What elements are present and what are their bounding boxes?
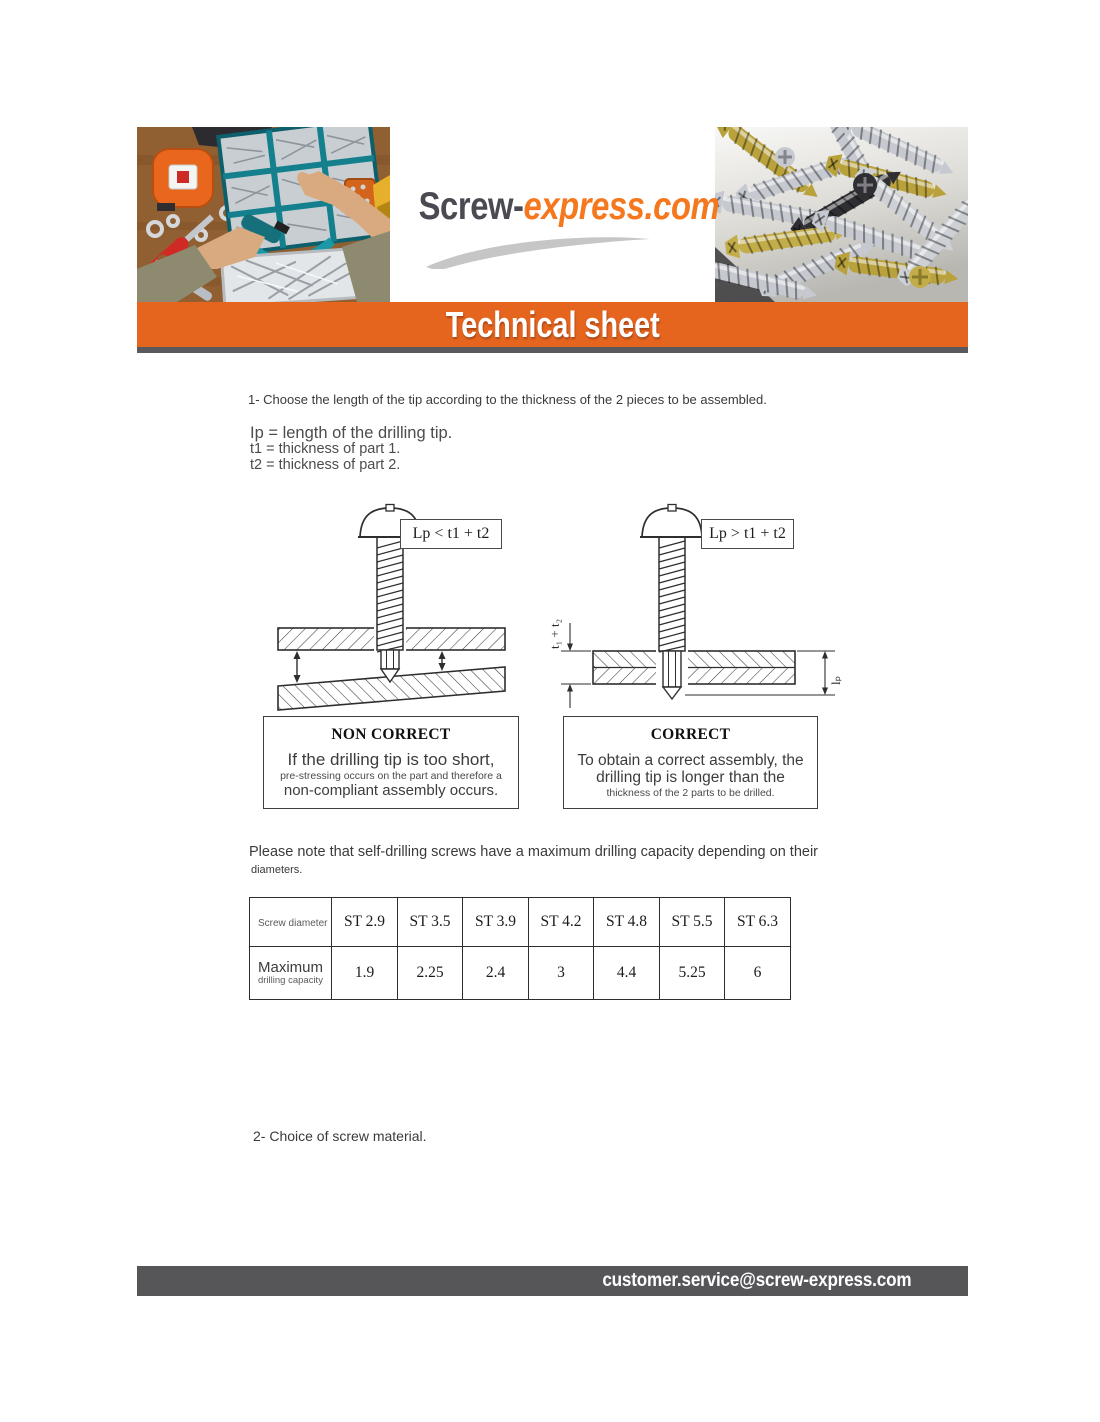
capacity-note-line1: Please note that self-drilling screws have a maximum drilling capacity depending on their [249,844,819,860]
workbench-photo [137,127,390,302]
header [137,127,968,302]
diameter-cell: ST 2.9 [332,898,398,947]
diameter-cell: ST 4.8 [594,898,660,947]
page-title: Technical sheet [445,304,660,345]
capacity-note-line2: diameters. [251,864,303,876]
screw-pile-art [715,127,968,302]
table-row-diameters [250,898,791,947]
legend [250,424,452,473]
capacity-cell: 5.25 [660,947,725,1000]
row2-label-main: Maximum [258,959,324,976]
section1-intro: 1- Choose the length of the tip according to the thickness of the 2 pieces to be assembled. [248,392,767,407]
logo-area [390,127,720,302]
tape-measure [153,149,213,211]
diagram-correct-length [545,503,845,713]
correct-title: CORRECT [650,726,731,743]
brand-logo [390,185,720,229]
logo-text-orange: express.com [523,185,720,228]
row2-label-sub: drilling capacity [258,975,323,986]
correct-line1: To obtain a correct assembly, the [577,752,804,769]
dim-thickness-label: t₁ + t₂ [547,618,562,649]
capacity-cell: 4.4 [594,947,660,1000]
row1-label: Screw diameter [258,918,328,929]
footer-bar [137,1266,968,1296]
contact-email: customer.service@screw-express.com [601,1270,911,1291]
correct-box [563,716,818,809]
stacked-plates [593,651,795,684]
logo-swoosh [408,231,698,269]
title-banner [137,302,968,347]
drill-tip [663,651,681,699]
dim-lp-label: lₚ [828,675,843,685]
formula-label-long: Lp > t1 + t2 [701,519,794,549]
capacity-cell: 2.4 [463,947,529,1000]
diameter-cell: ST 4.2 [529,898,594,947]
formula-label-short: Lp < t1 + t2 [400,519,502,549]
non-correct-line1: If the drilling tip is too short, [287,750,495,769]
non-correct-box [263,716,519,809]
banner-shadow-strip [137,347,968,353]
capacity-cell: 6 [725,947,791,1000]
screw-head [642,508,702,537]
capacity-cell: 3 [529,947,594,1000]
table-row-capacity [250,947,791,1000]
capacity-cell: 1.9 [332,947,398,1000]
correct-line2: drilling tip is longer than the [596,769,785,786]
dim-thickness [561,623,591,708]
legend-lp: Ip = length of the drilling tip. [250,424,453,442]
diameter-cell: ST 5.5 [660,898,725,947]
screw-pile-photo [715,127,968,302]
correct-line3: thickness of the 2 parts to be drilled. [606,787,775,799]
non-correct-line2: pre-stressing occurs on the part and therefore a [280,770,502,782]
section2-title: 2- Choice of screw material. [253,1128,427,1144]
non-correct-title: NON CORRECT [331,726,451,743]
capacity-cell: 2.25 [398,947,463,1000]
drilling-capacity-table [249,897,791,1000]
non-correct-line3: non-compliant assembly occurs. [283,782,499,799]
workbench-photo-art [137,127,390,302]
diameter-cell: ST 3.9 [463,898,529,947]
diameter-cell: ST 6.3 [725,898,791,947]
logo-text-dark: Screw- [418,185,524,228]
legend-t2: t2 = thickness of part 2. [250,456,401,473]
legend-t1: t1 = thickness of part 1. [250,441,401,457]
diameter-cell: ST 3.5 [398,898,463,947]
